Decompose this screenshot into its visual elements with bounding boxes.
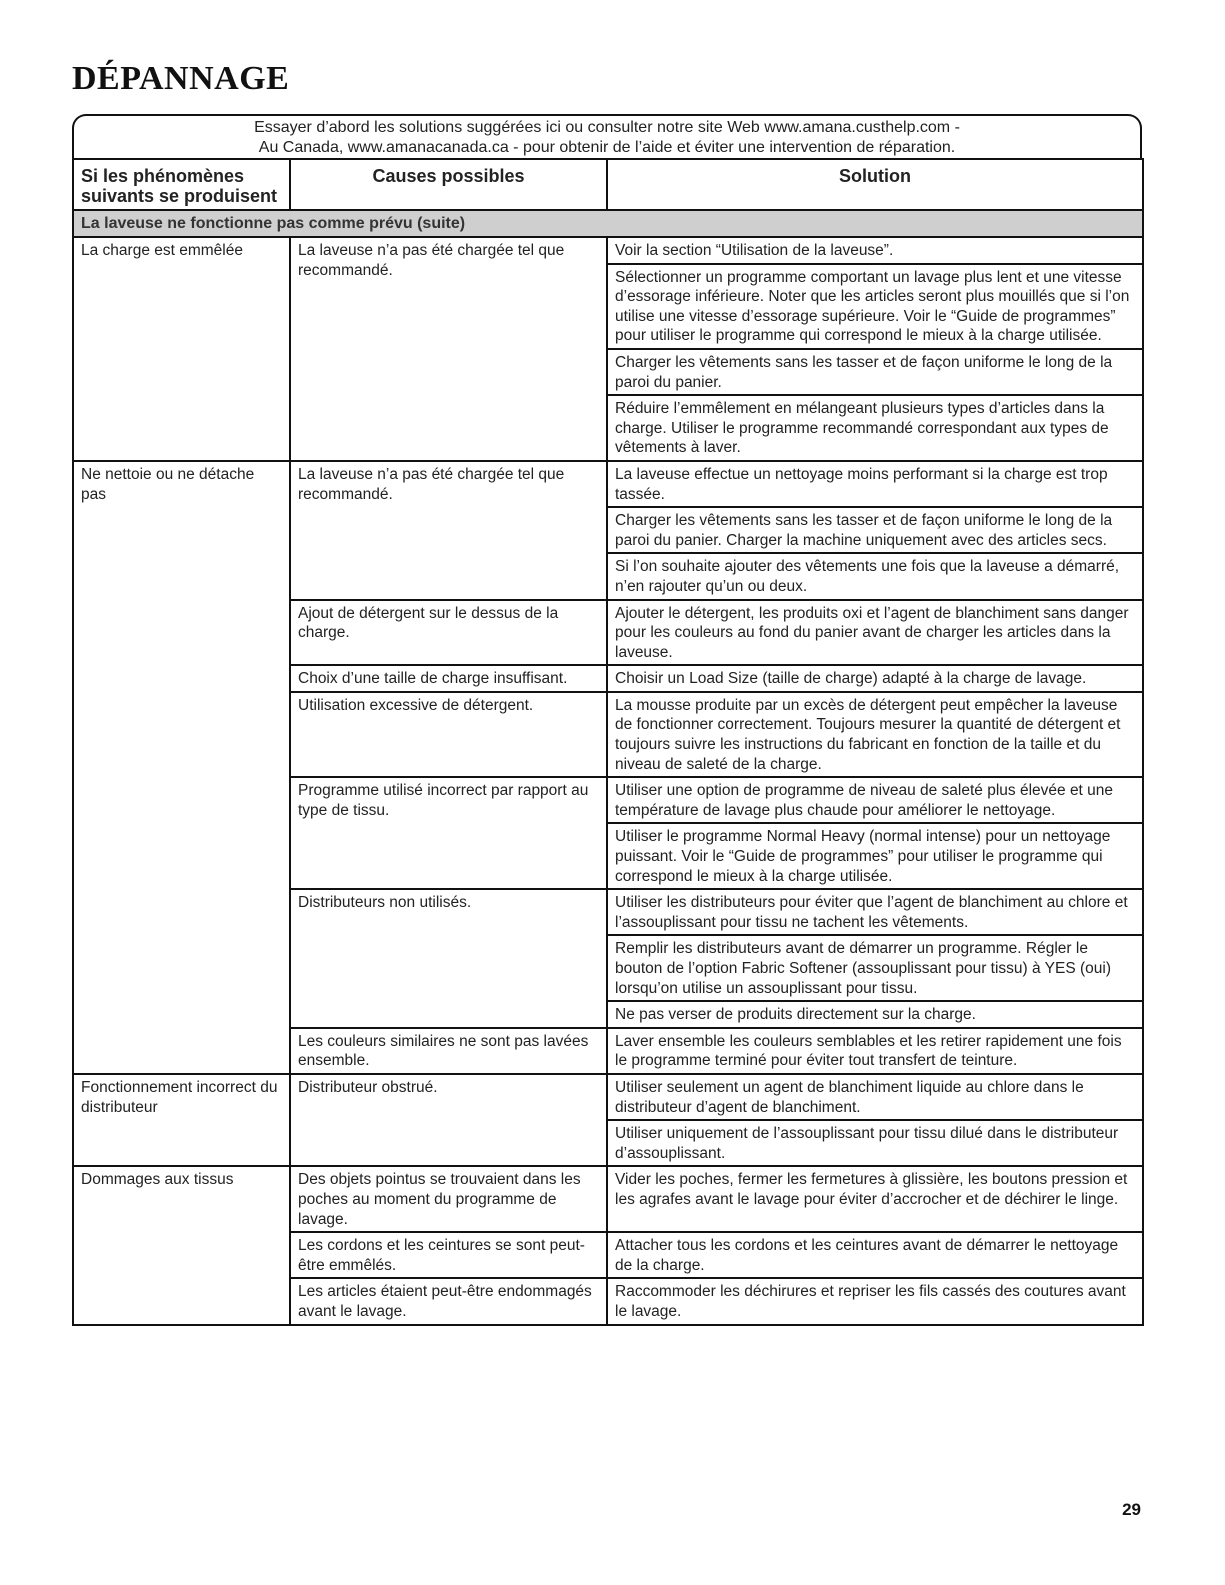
cause-cell: La laveuse n’a pas été chargée tel que recommandé. xyxy=(290,237,607,461)
header-symptom: Si les phénomènes suivants se produisent xyxy=(73,159,290,210)
cause-cell: Distributeurs non utilisés. xyxy=(290,889,607,1028)
solution-cell: Voir la section “Utilisation de la laveuse”. xyxy=(607,237,1143,264)
solution-cell: Ajouter le détergent, les produits oxi et l’agent de blanchiment sans danger pour les couleurs au fond du panier avant de charger les articles dans la laveuse. xyxy=(607,600,1143,666)
solution-cell: Ne pas verser de produits directement sur la charge. xyxy=(607,1001,1143,1028)
solution-cell: Réduire l’emmêlement en mélangeant plusieurs types d’articles dans la charge. Utiliser le programme recommandé correspondant aux types de vêtements à laver. xyxy=(607,395,1143,461)
header-solution: Solution xyxy=(607,159,1143,210)
cause-cell: Distributeur obstrué. xyxy=(290,1074,607,1166)
solution-cell: Utiliser seulement un agent de blanchiment liquide au chlore dans le distributeur d’agent de blanchiment. xyxy=(607,1074,1143,1120)
table-row xyxy=(73,237,1143,264)
page-title: DÉPANNAGE xyxy=(72,60,290,97)
solution-cell: Charger les vêtements sans les tasser et de façon uniforme le long de la paroi du panier. xyxy=(607,349,1143,395)
solution-cell: Sélectionner un programme comportant un lavage plus lent et une vitesse d’essorage inférieure. Noter que les articles seront plus mouillés que si l’on utilise une vitesse d’essorage supérieure. Voir le “Guide de programmes” pour utiliser le programme qui correspond le mieux à la charge utilisée. xyxy=(607,264,1143,349)
cause-cell: Des objets pointus se trouvaient dans les poches au moment du programme de lavage. xyxy=(290,1166,607,1232)
table-body xyxy=(73,210,1143,1325)
solution-cell: Utiliser le programme Normal Heavy (normal intense) pour un nettoyage puissant. Voir le “Guide de programmes” pour utiliser le programme qui correspond le mieux à la charge utilisée. xyxy=(607,823,1143,889)
cause-cell: Les couleurs similaires ne sont pas lavées ensemble. xyxy=(290,1028,607,1074)
solution-cell: Utiliser les distributeurs pour éviter que l’agent de blanchiment au chlore et l’assouplissant pour tissu ne tachent les vêtements. xyxy=(607,889,1143,935)
solution-cell: Si l’on souhaite ajouter des vêtements une fois que la laveuse a démarré, n’en rajouter qu’un ou deux. xyxy=(607,553,1143,599)
solution-cell: La laveuse effectue un nettoyage moins performant si la charge est trop tassée. xyxy=(607,461,1143,507)
solution-cell: Attacher tous les cordons et les ceintures avant de démarrer le nettoyage de la charge. xyxy=(607,1232,1143,1278)
solution-cell: Vider les poches, fermer les fermetures à glissière, les boutons pression et les agrafes avant le lavage pour éviter d’accrocher et de déchirer le linge. xyxy=(607,1166,1143,1232)
cause-cell: Les cordons et les ceintures se sont peut-être emmêlés. xyxy=(290,1232,607,1278)
intro-box xyxy=(72,114,1142,158)
solution-cell: Utiliser uniquement de l’assouplissant pour tissu dilué dans le distributeur d’assouplissant. xyxy=(607,1120,1143,1166)
table-row xyxy=(73,461,1143,507)
cause-cell: Utilisation excessive de détergent. xyxy=(290,692,607,777)
cause-cell: Les articles étaient peut-être endommagés avant le lavage. xyxy=(290,1278,607,1324)
section-row xyxy=(73,210,1143,237)
table-header-row xyxy=(73,159,1143,210)
solution-cell: Choisir un Load Size (taille de charge) adapté à la charge de lavage. xyxy=(607,665,1143,692)
symptom-cell: Dommages aux tissus xyxy=(73,1166,290,1324)
solution-cell: Raccommoder les déchirures et repriser les fils cassés des coutures avant le lavage. xyxy=(607,1278,1143,1324)
cause-cell: Ajout de détergent sur le dessus de la charge. xyxy=(290,600,607,666)
solution-cell: Remplir les distributeurs avant de démarrer un programme. Régler le bouton de l’option Fabric Softener (assouplissant pour tissu) à YES (oui) lorsqu’on utilise un assouplissant pour tissu. xyxy=(607,935,1143,1001)
header-cause: Causes possibles xyxy=(290,159,607,210)
symptom-cell: Ne nettoie ou ne détache pas xyxy=(73,461,290,1074)
cause-cell: La laveuse n’a pas été chargée tel que recommandé. xyxy=(290,461,607,600)
symptom-cell: La charge est emmêlée xyxy=(73,237,290,461)
intro-line-2: Au Canada, www.amanacanada.ca - pour obtenir de l’aide et éviter une intervention de réparation. xyxy=(258,139,956,156)
symptom-cell: Fonctionnement incorrect du distributeur xyxy=(73,1074,290,1166)
solution-cell: Utiliser une option de programme de niveau de saleté plus élevée et une température de lavage plus chaude pour améliorer le nettoyage. xyxy=(607,777,1143,823)
cause-cell: Programme utilisé incorrect par rapport au type de tissu. xyxy=(290,777,607,889)
cause-cell: Choix d’une taille de charge insuffisant. xyxy=(290,665,607,692)
intro-line-1: Essayer d’abord les solutions suggérées ici ou consulter notre site Web www.amana.custhelp.com - xyxy=(254,119,960,136)
table-row xyxy=(73,1166,1143,1232)
solution-cell: La mousse produite par un excès de détergent peut empêcher la laveuse de fonctionner correctement. Toujours mesurer la quantité de détergent et toujours suivre les instructions du fabricant en fonction de la taille et du niveau de saleté de la charge. xyxy=(607,692,1143,777)
troubleshooting-table xyxy=(72,158,1144,1326)
solution-cell: Charger les vêtements sans les tasser et de façon uniforme le long de la paroi du panier. Charger la machine uniquement avec des articles secs. xyxy=(607,507,1143,553)
table-row xyxy=(73,1074,1143,1120)
solution-cell: Laver ensemble les couleurs semblables et les retirer rapidement une fois le programme terminé pour éviter tout transfert de teinture. xyxy=(607,1028,1143,1074)
section-title: La laveuse ne fonctionne pas comme prévu (suite) xyxy=(73,210,1143,237)
page-number: 29 xyxy=(1122,1500,1141,1519)
